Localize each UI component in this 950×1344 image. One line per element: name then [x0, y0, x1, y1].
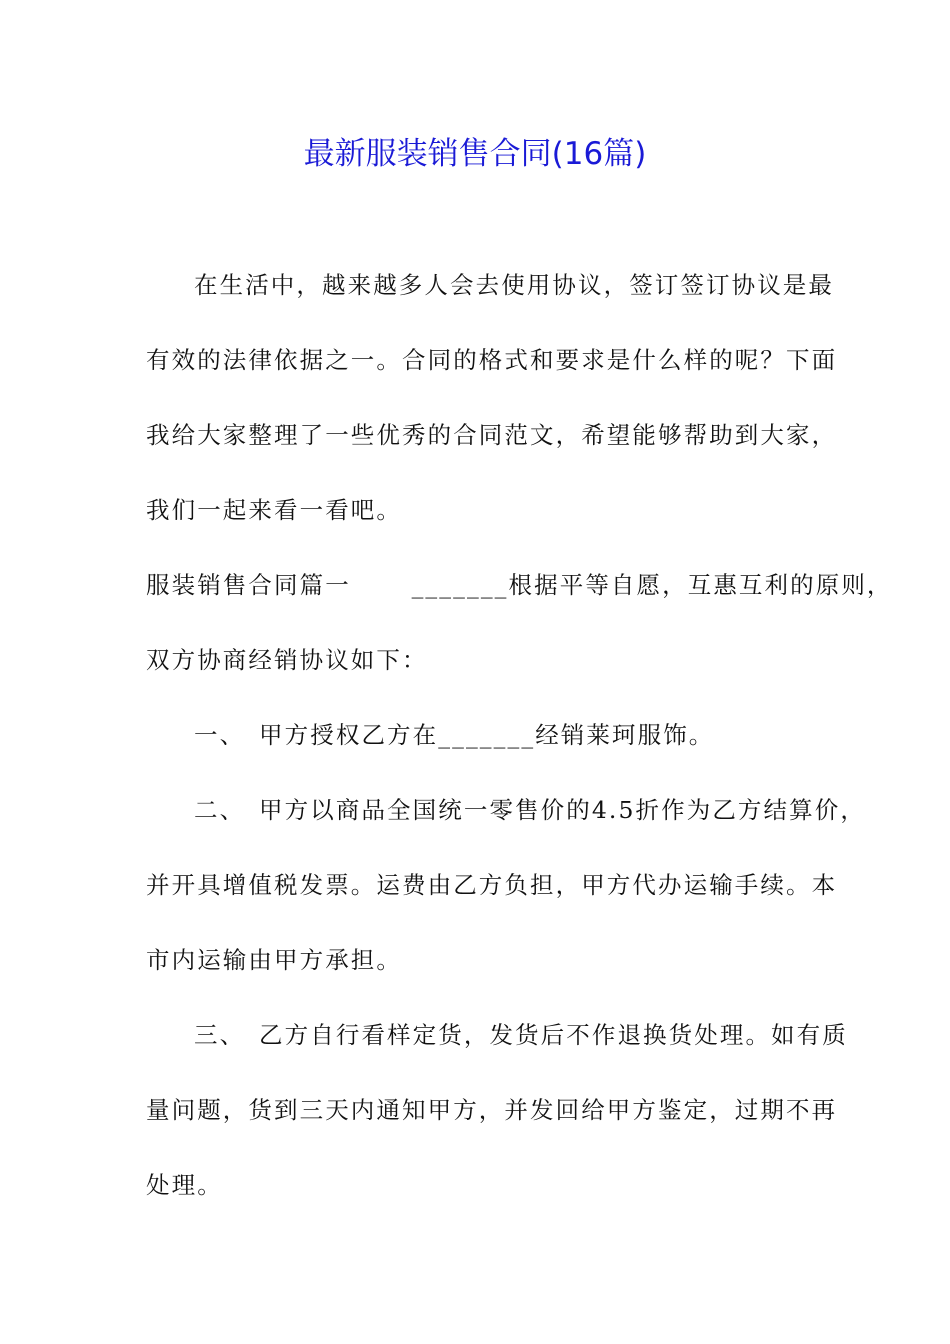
paragraph-line: 处理。	[146, 1171, 223, 1199]
paragraph-line: 双方协商经销协议如下：	[146, 646, 428, 674]
clause-3-line: 三、 乙方自行看样定货，发货后不作退换货处理。如有质	[194, 1021, 848, 1049]
paragraph-line: 有效的法律依据之一。合同的格式和要求是什么样的呢？下面	[146, 346, 838, 374]
section-heading-line: 服装销售合同篇一 _______根据平等自愿，互惠互利的原则，	[146, 571, 893, 599]
document-title: 最新服装销售合同(16篇)	[303, 136, 647, 172]
paragraph-line: 市内运输由甲方承担。	[146, 946, 402, 974]
paragraph-line: 在生活中，越来越多人会去使用协议，签订签订协议是最	[194, 271, 834, 299]
paragraph-line: 并开具增值税发票。运费由乙方负担，甲方代办运输手续。本	[146, 871, 838, 899]
paragraph-line: 我给大家整理了一些优秀的合同范文，希望能够帮助到大家，	[146, 421, 838, 449]
paragraph-line: 我们一起来看一看吧。	[146, 496, 402, 524]
clause-1-line: 一、 甲方授权乙方在_______经销莱珂服饰。	[194, 721, 715, 749]
paragraph-line: 量问题，货到三天内通知甲方，并发回给甲方鉴定，过期不再	[146, 1096, 838, 1124]
clause-2-line: 二、 甲方以商品全国统一零售价的4.5折作为乙方结算价，	[194, 796, 866, 824]
